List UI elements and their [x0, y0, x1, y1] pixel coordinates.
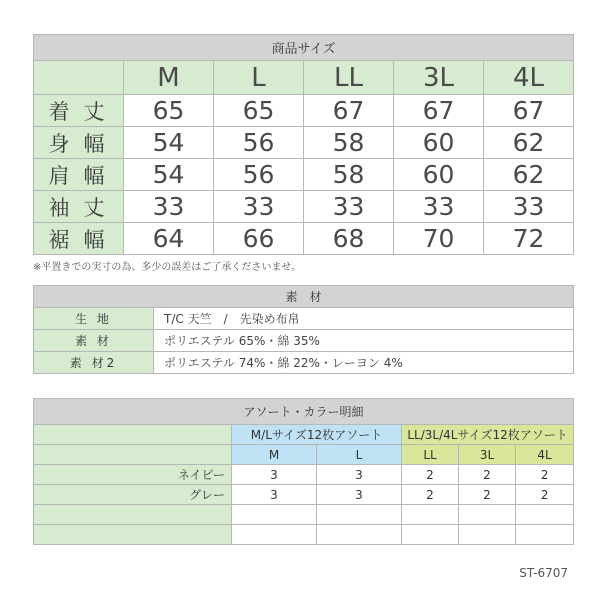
- size-row: [34, 223, 574, 255]
- size-table: [33, 34, 574, 255]
- size-value: 33: [304, 191, 394, 223]
- asst-qty: [459, 525, 516, 545]
- asst-qty: [516, 505, 574, 525]
- size-value: 68: [304, 223, 394, 255]
- row-label-hem: 裾幅: [34, 223, 124, 255]
- asst-qty: 2: [459, 465, 516, 485]
- asst-qty: [317, 505, 402, 525]
- size-header-4l: 4L: [484, 61, 574, 95]
- size-value: 60: [394, 127, 484, 159]
- size-value: 56: [214, 127, 304, 159]
- material-label: 生 地: [34, 308, 154, 330]
- size-value: 67: [304, 95, 394, 127]
- asst-qty: [232, 505, 317, 525]
- row-label-sleeve: 袖丈: [34, 191, 124, 223]
- asst-qty: 2: [516, 465, 574, 485]
- material-label: 素 材: [34, 330, 154, 352]
- material-row: [34, 330, 574, 352]
- asst-qty: [402, 525, 459, 545]
- size-row: [34, 159, 574, 191]
- asst-qty: [459, 505, 516, 525]
- size-value: 67: [394, 95, 484, 127]
- size-value: 54: [124, 159, 214, 191]
- size-value: 72: [484, 223, 574, 255]
- asst-size-3l: 3L: [459, 445, 516, 465]
- product-code: ST-6707: [519, 566, 568, 580]
- size-value: 60: [394, 159, 484, 191]
- asst-size-m: M: [232, 445, 317, 465]
- size-value: 65: [124, 95, 214, 127]
- group-ml-label: M/Lサイズ12枚アソート: [232, 425, 402, 445]
- group-ll-4l-label: LL/3L/4Lサイズ12枚アソート: [402, 425, 574, 445]
- material-table: [33, 285, 574, 374]
- assortment-corner-cell: [34, 425, 232, 445]
- size-header-m: M: [124, 61, 214, 95]
- size-value: 54: [124, 127, 214, 159]
- size-value: 33: [124, 191, 214, 223]
- row-label-length: 着丈: [34, 95, 124, 127]
- assortment-table: [33, 398, 574, 545]
- asst-qty: 2: [402, 465, 459, 485]
- size-value: 33: [214, 191, 304, 223]
- asst-qty: 3: [317, 465, 402, 485]
- assortment-row: [34, 485, 574, 505]
- color-name: グレー: [34, 485, 232, 505]
- size-header-ll: LL: [304, 61, 394, 95]
- material-table-title: 素 材: [34, 286, 574, 308]
- asst-size-l: L: [317, 445, 402, 465]
- asst-size-4l: 4L: [516, 445, 574, 465]
- asst-qty: 2: [516, 485, 574, 505]
- size-value: 67: [484, 95, 574, 127]
- size-header-3l: 3L: [394, 61, 484, 95]
- asst-qty: 3: [317, 485, 402, 505]
- measurement-note: ※平置きでの実寸の為、多少の誤差はご了承くださいませ。: [33, 262, 302, 273]
- size-row: [34, 127, 574, 159]
- asst-qty: 2: [459, 485, 516, 505]
- asst-qty: [317, 525, 402, 545]
- assortment-table-title: アソート・カラー明細: [34, 399, 574, 425]
- size-value: 70: [394, 223, 484, 255]
- asst-qty: 3: [232, 485, 317, 505]
- size-value: 65: [214, 95, 304, 127]
- color-name: ネイビー: [34, 465, 232, 485]
- material-row: [34, 308, 574, 330]
- color-name: [34, 525, 232, 545]
- material-row: [34, 352, 574, 374]
- size-value: 58: [304, 159, 394, 191]
- size-value: 33: [484, 191, 574, 223]
- size-value: 66: [214, 223, 304, 255]
- size-value: 33: [394, 191, 484, 223]
- material-value: ポリエステル 74%・綿 22%・レーヨン 4%: [154, 352, 574, 374]
- size-value: 56: [214, 159, 304, 191]
- material-label: 素 材2: [34, 352, 154, 374]
- material-value: ポリエステル 65%・綿 35%: [154, 330, 574, 352]
- assortment-row: [34, 505, 574, 525]
- size-row: [34, 191, 574, 223]
- asst-qty: [402, 505, 459, 525]
- asst-qty: 2: [402, 485, 459, 505]
- asst-qty: 3: [232, 465, 317, 485]
- assortment-corner-cell: [34, 445, 232, 465]
- asst-size-ll: LL: [402, 445, 459, 465]
- color-name: [34, 505, 232, 525]
- assortment-row: [34, 465, 574, 485]
- size-value: 58: [304, 127, 394, 159]
- size-header-l: L: [214, 61, 304, 95]
- size-row: [34, 95, 574, 127]
- material-value: T/C 天竺 / 先染め布帛: [154, 308, 574, 330]
- size-value: 62: [484, 159, 574, 191]
- row-label-body-width: 身幅: [34, 127, 124, 159]
- row-label-shoulder: 肩幅: [34, 159, 124, 191]
- size-value: 64: [124, 223, 214, 255]
- asst-qty: [516, 525, 574, 545]
- assortment-row: [34, 525, 574, 545]
- size-corner-cell: [34, 61, 124, 95]
- size-value: 62: [484, 127, 574, 159]
- size-table-title: 商品サイズ: [34, 35, 574, 61]
- asst-qty: [232, 525, 317, 545]
